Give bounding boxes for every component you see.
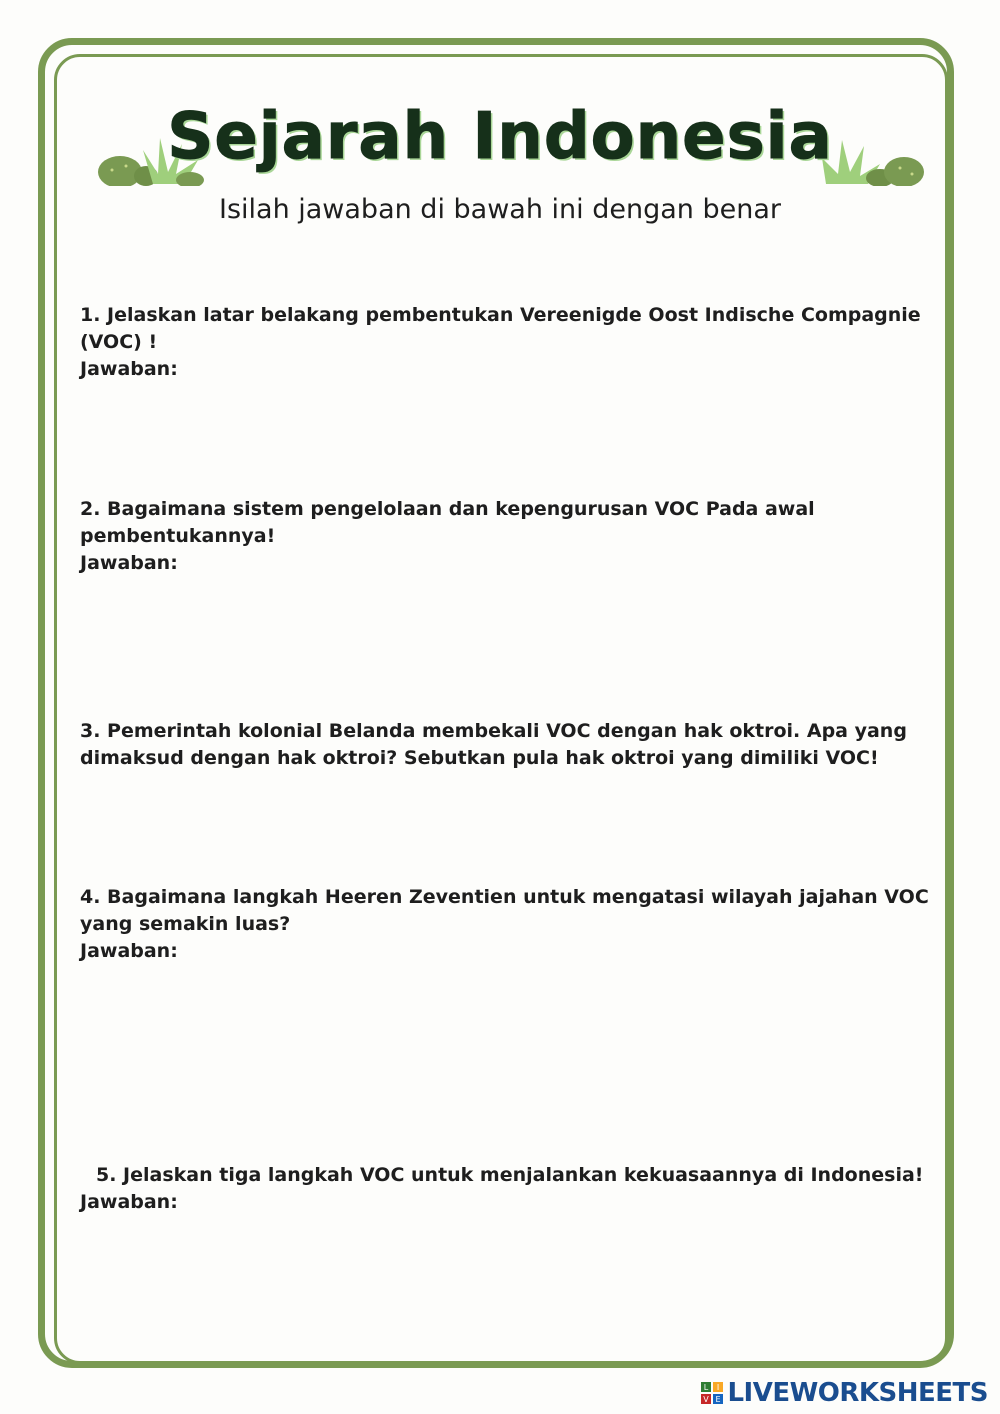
page-subtitle: Isilah jawaban di bawah ini dengan benar (218, 194, 781, 225)
question-5-text: 5. Jelaskan tiga langkah VOC untuk menjalankan kekuasaannya di Indonesia! (96, 1164, 924, 1186)
question-2-answer-label: Jawaban: (80, 552, 178, 574)
liveworksheets-logo[interactable] (701, 1380, 988, 1406)
question-4-answer-label: Jawaban: (80, 940, 178, 962)
question-1-text: 1. Jelaskan latar belakang pembentukan Vereenigde Oost Indische Compagnie (VOC) ! (80, 304, 921, 353)
logo-letter-v: V (703, 1395, 710, 1404)
question-4-text: 4. Bagaimana langkah Heeren Zeventien untuk mengatasi wilayah jajahan VOC yang semakin luas? (80, 886, 929, 935)
question-5 (80, 1162, 930, 1216)
question-4 (80, 884, 930, 965)
question-3 (80, 718, 930, 772)
question-2-text: 2. Bagaimana sistem pengelolaan dan kepengurusan VOC Pada awal pembentukannya! (80, 498, 815, 547)
question-2 (80, 496, 930, 577)
question-1 (80, 302, 930, 383)
liveworksheets-blocks-icon (701, 1382, 723, 1404)
logo-letter-l: L (704, 1383, 709, 1392)
question-3-text: 3. Pemerintah kolonial Belanda membekali VOC dengan hak oktroi. Apa yang dimaksud dengan hak oktroi? Sebutkan pula hak oktroi yang dimiliki VOC! (80, 720, 907, 769)
question-5-answer-label: Jawaban: (80, 1191, 178, 1213)
liveworksheets-brand-text: LIVEWORKSHEETS (727, 1378, 988, 1408)
logo-letter-i: I (717, 1383, 720, 1392)
page-title: Sejarah Indonesia (167, 100, 833, 174)
logo-letter-e: E (715, 1395, 721, 1404)
question-1-answer-label: Jawaban: (80, 358, 178, 380)
